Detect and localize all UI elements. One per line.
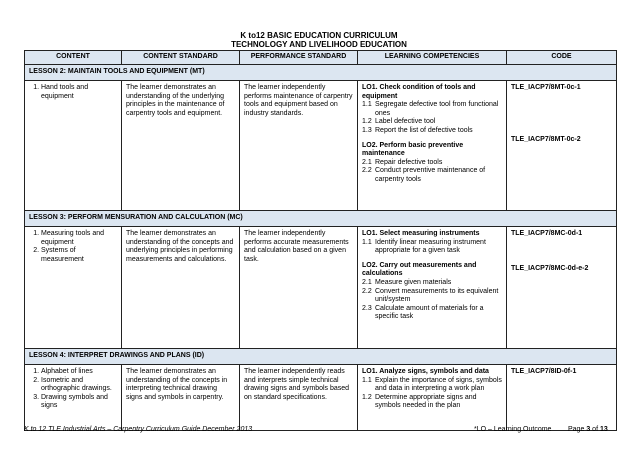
competency-code: TLE_IACP7/8MT-0c-1 bbox=[511, 84, 581, 91]
lesson-2-performance-standard: The learner independently performs maintenance of carpentry tools and equipment based on industry standards. bbox=[240, 81, 358, 211]
competency-item: 2.1 Measure given materials bbox=[362, 278, 452, 286]
content-item: 2. Isometric and orthographic drawings. bbox=[41, 377, 117, 394]
lesson-3-performance-standard: The learner independently performs accurate measurements and calculation based on a given task. bbox=[240, 227, 358, 349]
lesson-4-content-standard: The learner demonstrates an understanding of the concepts in interpreting technical drawing signs and symbols in carpentry. bbox=[122, 365, 240, 431]
content-item: 3. Drawing symbols and signs bbox=[41, 394, 117, 411]
lesson-2-content-standard: The learner demonstrates an understanding of the underlying principles in the maintenance of carpentry tools and equipment. bbox=[122, 81, 240, 211]
content-item: 1. Alphabet of lines bbox=[41, 368, 117, 377]
competency-code: TLE_IACP7/8ID-0f-1 bbox=[511, 368, 577, 375]
header-row bbox=[25, 51, 617, 65]
col-content: CONTENT bbox=[25, 51, 122, 65]
footer-page-number: Page 3 of 13 bbox=[568, 426, 608, 433]
lesson-2-codes bbox=[507, 81, 617, 211]
lesson-4-header bbox=[25, 349, 617, 365]
competency-item: 2.3 Calculate amount of materials for a specific task bbox=[362, 304, 484, 321]
competency-item: 1.1 Explain the importance of signs, symbols and data in interpreting a work plan bbox=[362, 376, 502, 393]
lesson-3-header bbox=[25, 211, 617, 227]
lesson-4-performance-standard: The learner independently reads and interprets simple technical drawing signs and symbols based on standard specifications. bbox=[240, 365, 358, 431]
competency-item: 1.1 Identify linear measuring instrument appropriate for a given task bbox=[362, 238, 486, 255]
competency-item: 2.2 Conduct preventive maintenance of carpentry tools bbox=[362, 167, 486, 183]
footer-lo-note: *LO – Learning Outcome bbox=[474, 426, 552, 433]
lesson-4-competencies bbox=[358, 365, 507, 431]
footer-guide-title: K to 12 TLE Industrial Arts – Carpentry Curriculum Guide December 2013 bbox=[24, 426, 253, 433]
competency-item: 2.2 Convert measurements to its equivalent unit/system bbox=[362, 287, 499, 304]
competency-item: 1.1 Segregate defective tool from functional ones bbox=[362, 101, 499, 117]
lesson-2-title: LESSON 2: MAINTAIN TOOLS AND EQUIPMENT (MT) bbox=[25, 65, 617, 81]
lo-title: LO1. Check condition of tools and equipment bbox=[362, 84, 476, 100]
lesson-4-content bbox=[25, 365, 122, 431]
col-performance-standard: PERFORMANCE STANDARD bbox=[240, 51, 358, 65]
competency-code: TLE_IACP7/8MC-0d-e-2 bbox=[511, 264, 589, 272]
competency-item: 2.1 Repair defective tools bbox=[362, 158, 443, 166]
lo-title: LO2. Perform basic preventive maintenance bbox=[362, 141, 464, 158]
lesson-3-row bbox=[25, 227, 617, 349]
col-code: CODE bbox=[507, 51, 617, 65]
lesson-4-title: LESSON 4: INTERPRET DRAWINGS AND PLANS (ID) bbox=[25, 349, 617, 365]
lesson-3-content bbox=[25, 227, 122, 349]
content-item: 2. Systems of measurement bbox=[41, 247, 117, 264]
content-item: 1. Measuring tools and equipment bbox=[41, 230, 117, 247]
lo-title: LO2. Carry out measurements and calculations bbox=[362, 261, 477, 278]
competency-item: 1.2 Label defective tool bbox=[362, 118, 436, 126]
doc-title: K to12 BASIC EDUCATION CURRICULUM bbox=[240, 31, 398, 40]
col-content-standard: CONTENT STANDARD bbox=[122, 51, 240, 65]
content-item: 1. Hand tools and equipment bbox=[41, 84, 117, 101]
competency-code: TLE_IACP7/8MT-0c-2 bbox=[511, 135, 581, 143]
lesson-3-content-standard: The learner demonstrates an understanding of the concepts and underlying principles in performing measurements and calculations. bbox=[122, 227, 240, 349]
lesson-2-competencies bbox=[358, 81, 507, 211]
lesson-4-codes bbox=[507, 365, 617, 431]
lesson-3-codes bbox=[507, 227, 617, 349]
lesson-2-header bbox=[25, 65, 617, 81]
lesson-3-competencies bbox=[358, 227, 507, 349]
lesson-2-content bbox=[25, 81, 122, 211]
lesson-4-row bbox=[25, 365, 617, 431]
competency-code: TLE_IACP7/8MC-0d-1 bbox=[511, 230, 583, 237]
competency-item: 1.2 Determine appropriate signs and symbols needed in the plan bbox=[362, 393, 477, 410]
lo-title: LO1. Select measuring instruments bbox=[362, 230, 480, 237]
competency-item: 1.3 Report the list of defective tools bbox=[362, 126, 473, 134]
lesson-2-row bbox=[25, 81, 617, 211]
curriculum-table bbox=[24, 50, 617, 431]
lo-title: LO1. Analyze signs, symbols and data bbox=[362, 368, 489, 375]
doc-subtitle: TECHNOLOGY AND LIVELIHOOD EDUCATION bbox=[231, 40, 407, 49]
lesson-3-title: LESSON 3: PERFORM MENSURATION AND CALCULATION (MC) bbox=[25, 211, 617, 227]
col-learning-competencies: LEARNING COMPETENCIES bbox=[358, 51, 507, 65]
